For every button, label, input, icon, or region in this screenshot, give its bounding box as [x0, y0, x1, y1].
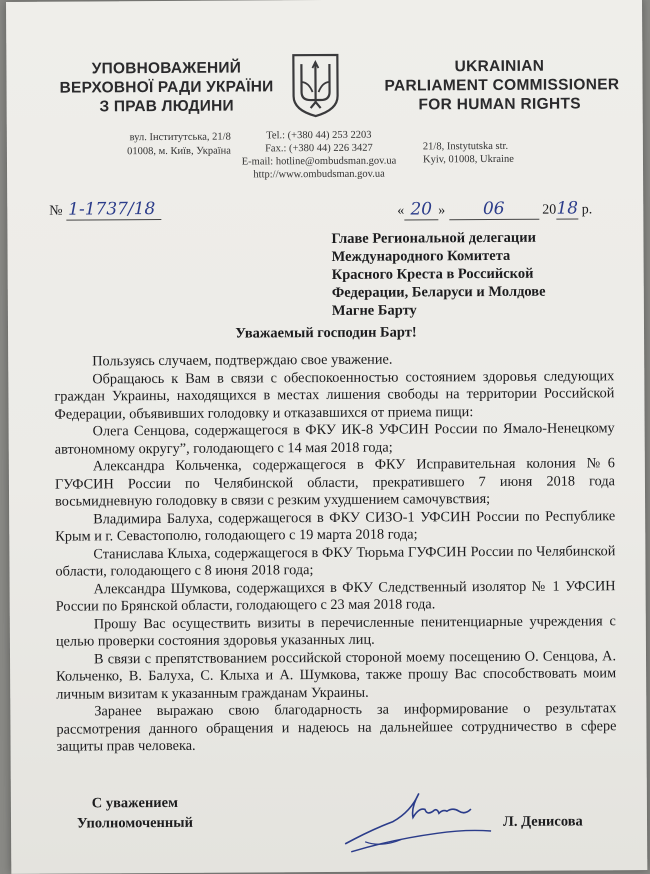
addressee-line: Магне Барту: [331, 302, 417, 319]
closing-block: [77, 793, 193, 834]
letter-body: [54, 350, 616, 756]
handwritten-number: 1-1737/18: [66, 199, 161, 221]
header-right-line: PARLIAMENT COMMISSIONER: [384, 76, 620, 95]
date-suffix: р.: [581, 202, 593, 218]
body-paragraph: Александра Кольченка, содержащегося в ФКУ Исправительная колония №6 ГУФСИН России по Челябинской области, прекратившего 7 июня 2018 года восьмидневную голодовку в связи с резким ухудшением самочувствия;: [54, 455, 615, 510]
date-quote: «: [397, 203, 405, 219]
salutation: Уважаемый господин Барт!: [235, 324, 417, 342]
address-line: 21/8, Instytutska str.: [422, 140, 509, 153]
registration-number: [49, 199, 161, 220]
body-paragraph: В связи с препятствованием российской стороной моему посещению О. Сенцова, А. Кольченко, В. Балуха, С. Клыха и А. Шумкова, также прошу Вас способствовать моим личным визитам к указанным гражданам Украины.: [56, 647, 617, 703]
header-english-title: [384, 56, 620, 114]
addressee-line: Международного Комитета: [331, 247, 511, 265]
website-url: http://www.ombudsman.gov.ua: [253, 168, 385, 181]
date-year-suffix: 18: [556, 198, 579, 219]
header-ukrainian-title: [56, 58, 276, 116]
email-address: E-mail: hotline@ombudsman.gov.ua: [241, 155, 397, 168]
header-left-line: УПОВНОВАЖЕНИЙ: [91, 59, 242, 78]
header-left-line: З ПРАВ ЛЮДИНИ: [99, 97, 234, 116]
body-paragraph: Станислава Клыха, содержащегося в ФКУ Тюрьма ГУФСИН России по Челябинской области, голодающего с 8 июня 2018 года;: [55, 542, 616, 580]
body-paragraph: Заранее выражаю свою благодарность за информирование о результатах рассмотрения данного обращения и надеюсь на дальнейшее сотрудничество в сфере защиты прав человека.: [56, 700, 617, 755]
phone-number: Tel.: (+380 44) 253 2203: [266, 129, 372, 142]
address-english: [423, 140, 563, 167]
date-day: 20: [404, 199, 438, 220]
body-paragraph: Владимира Балуха, содержащегося в ФКУ СИЗО-1 УФСИН России по Республике Крым и г. Севастополю, голодающего с 19 марта 2018 года;: [55, 507, 616, 545]
body-paragraph: Обращаюсь к Вам в связи с обеспокоенностью состоянием здоровья следующих граждан Украины, находящихся в местах лишения свободы на территории Российской Федерации, объявивших голодовку и отказавшихся от приема пищи:: [54, 367, 615, 423]
addressee-line: Главе Региональной делегации: [331, 229, 537, 247]
closing-line: С уважением: [91, 794, 178, 812]
body-paragraph: Пользуясь случаем, подтверждаю свое уважение.: [92, 351, 393, 370]
body-paragraph: Олега Сенцова, содержащегося в ФКУ ИК-8 УФСИН России по Ямало-Ненецкому автономному округу”, голодающего с 14 мая 2018 года;: [54, 420, 615, 458]
header-right-line: FOR HUMAN RIGHTS: [418, 95, 581, 114]
addressee-line: Красного Креста в Российской: [331, 265, 534, 283]
contact-block: [239, 129, 399, 182]
date-year-prefix: 20: [542, 202, 557, 218]
trident-emblem-icon: [290, 52, 340, 118]
letter-date: [397, 198, 592, 220]
addressee-line: Федерации, Беларуси и Молдове: [331, 283, 546, 301]
body-paragraph: Прошу Вас осуществить визиты в перечисленные пенитенциарные учреждения с целью проверки состояния здоровья указанных лиц.: [55, 612, 616, 650]
fax-number: Fax.: (+380 44) 226 3427: [265, 142, 373, 155]
closing-line: Уполномоченный: [76, 814, 193, 832]
number-prefix: №: [49, 203, 63, 219]
date-month: 06: [449, 199, 539, 221]
address-line: 01008, м. Київ, Україна: [127, 145, 231, 158]
addressee-block: [331, 228, 632, 320]
body-paragraph: Александра Шумкова, содержащихся в ФКУ Следственный изолятор № 1 УФСИН России по Брянской области, голодающего с 23 мая 2018 года.: [55, 577, 616, 615]
date-quote: »: [438, 203, 446, 219]
address-ukrainian: [95, 131, 231, 160]
handwritten-signature: [341, 781, 501, 862]
signer-name: Л. Денисова: [502, 813, 583, 830]
header-right-line: UKRAINIAN: [454, 57, 545, 76]
header-left-line: ВЕРХОВНОЇ РАДИ УКРАЇНИ: [59, 78, 274, 97]
address-line: Kyiv, 01008, Ukraine: [422, 153, 514, 166]
address-line: вул. Інститутська, 21/8: [129, 131, 231, 144]
letter-page: [6, 0, 647, 874]
